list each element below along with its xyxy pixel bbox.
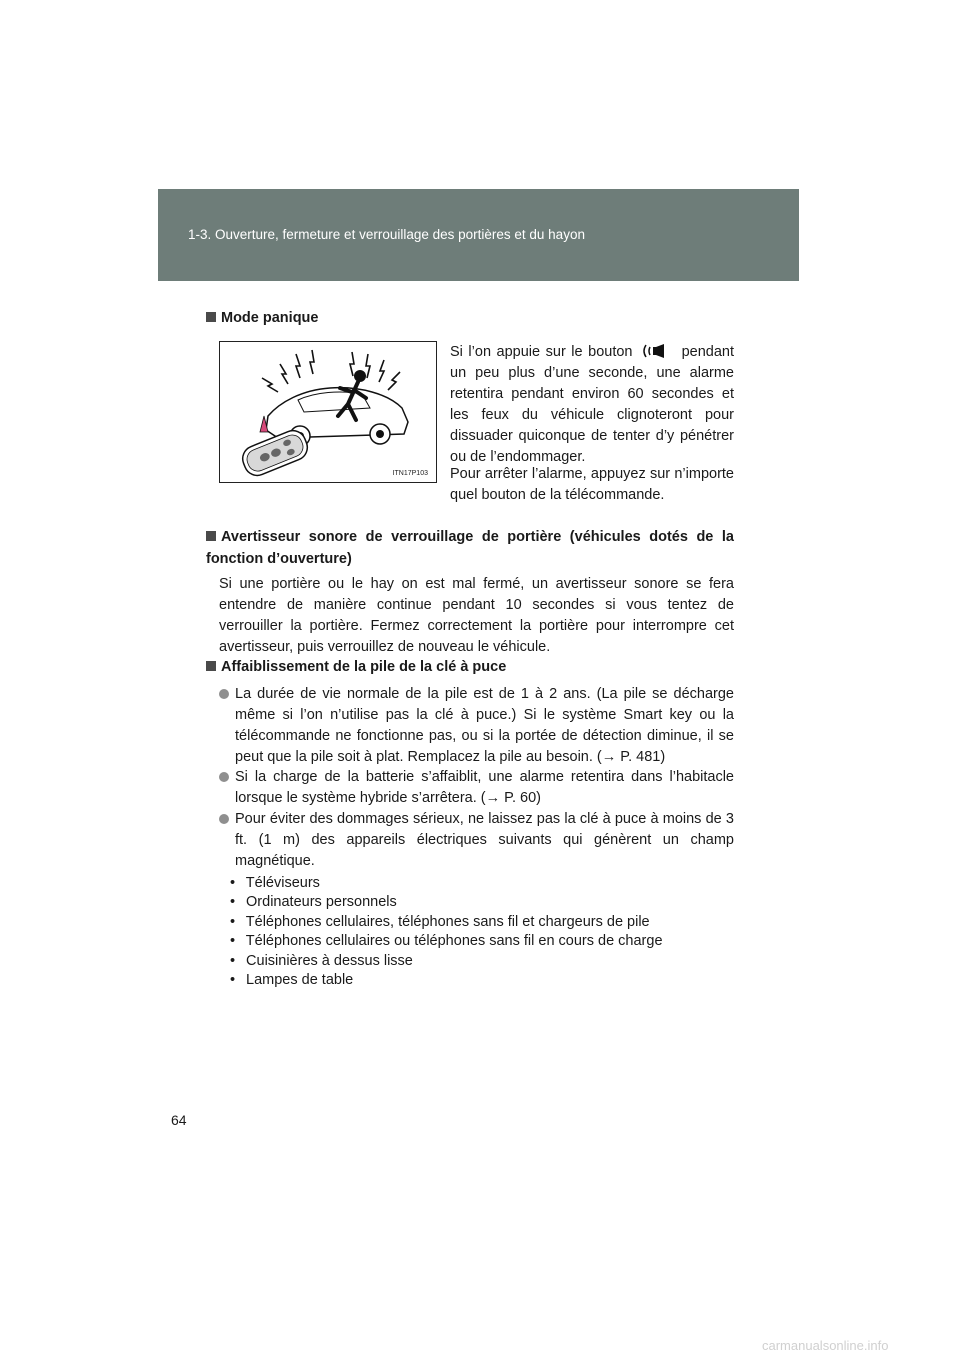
panic-text-before-icon: Si l’on appuie sur le bouton — [450, 344, 633, 360]
list-item: • Téléphones cellulaires ou téléphones sans fil en cours de charge — [230, 933, 663, 950]
square-bullet-icon — [206, 661, 216, 671]
circle-bullet-icon — [219, 814, 229, 824]
watermark[interactable]: carmanualsonline.info — [762, 1338, 889, 1353]
list-item: • Téléphones cellulaires, téléphones sans fil et chargeurs de pile — [230, 913, 650, 930]
door-buzzer-heading-text: Avertisseur sonore de verrouillage de portière (véhicules dotés de la fonction d’ouverture) — [206, 529, 734, 567]
battery-bullet-3 — [219, 809, 734, 872]
section-header-bar — [158, 189, 799, 281]
section-title: 1-3. Ouverture, fermeture et verrouillage des portières et du hayon — [188, 227, 585, 242]
battery-bullet-text: Si la charge de la batterie s’affaiblit, une alarme retentira dans l’habitacle lorsque le système hybride s’arrêtera. (→ P. 60) — [235, 769, 734, 806]
list-item: • Ordinateurs personnels — [230, 894, 397, 911]
magnetic-devices-list — [230, 874, 663, 990]
circle-bullet-icon — [219, 689, 229, 699]
page-number: 64 — [171, 1112, 187, 1128]
panic-mode-illustration — [219, 341, 437, 483]
panic-mode-text-1 — [450, 342, 734, 468]
list-item: • Téléviseurs — [230, 875, 320, 891]
panic-text-after-icon: pendant un peu plus d’une seconde, une alarme retentira pendant environ 60 secondes et les feux du véhicule clignoteront pour dissuader quiconque de tenter d’y pénétrer ou de l’endommager. — [450, 344, 734, 465]
panic-alarm-button-icon — [638, 343, 676, 359]
battery-heading-text: Affaiblissement de la pile de la clé à puce — [221, 659, 507, 675]
door-buzzer-text: Si une portière ou le hay on est mal fermé, un avertisseur sonore se fera entendre de manière continue pendant 10 secondes si vous tentez de verrouiller la portière. Fermez correctement la portière pour interrompre cet avertisseur, puis verrouillez de nouveau le véhicule. — [219, 576, 734, 655]
illustration-code: ITN17P103 — [392, 470, 428, 477]
panic-mode-text-2: Pour arrêter l’alarme, appuyez sur n’importe quel bouton de la télécommande. — [450, 466, 734, 503]
list-item: • Cuisinières à dessus lisse — [230, 952, 413, 969]
panic-mode-heading-text: Mode panique — [221, 310, 319, 326]
panic-mode-heading — [206, 307, 318, 329]
square-bullet-icon — [206, 531, 216, 541]
car-alarm-illustration — [220, 342, 436, 482]
battery-bullet-1 — [219, 684, 734, 768]
battery-heading — [206, 656, 506, 678]
battery-bullet-text: Pour éviter des dommages sérieux, ne laissez pas la clé à puce à moins de 3 ft. (1 m) des appareils électriques suivants qui génèrent un champ magnétique. — [235, 811, 734, 869]
square-bullet-icon — [206, 312, 216, 322]
circle-bullet-icon — [219, 772, 229, 782]
battery-bullet-2 — [219, 767, 734, 809]
battery-bullet-text: La durée de vie normale de la pile est de 1 à 2 ans. (La pile se décharge même si l’on n’utilise pas la clé à puce.) Si le système Smart key ou la télécommande ne fonctionne pas, ou si la portée de détection diminue, il se peut que la pile soit à plat. Remplacez la pile au besoin. (→ P. 481) — [235, 686, 734, 765]
list-item: • Lampes de table — [230, 972, 354, 989]
door-buzzer-heading — [206, 526, 734, 570]
